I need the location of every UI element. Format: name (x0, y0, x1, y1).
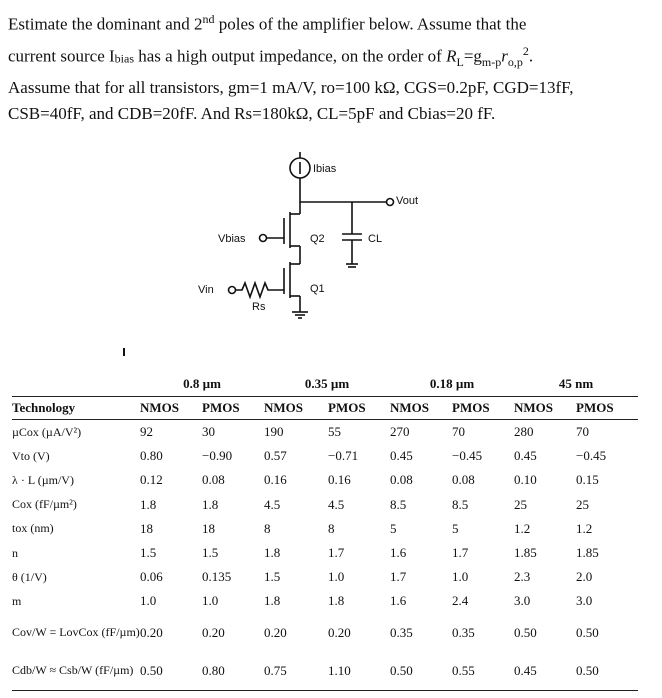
cell: −0.45 (576, 448, 607, 464)
q2-label: Q2 (310, 233, 325, 245)
cell: 4.5 (264, 496, 281, 512)
cell: 1.0 (328, 569, 345, 585)
cell: 8.5 (452, 496, 469, 512)
cell: 0.57 (264, 448, 287, 464)
cell: 1.6 (390, 545, 407, 561)
cell: 3.0 (514, 593, 531, 609)
table-row (12, 517, 638, 541)
problem-line-1: Estimate the dominant and 2nd poles of the amplifier below. Assume that the (8, 12, 527, 34)
cell: 280 (514, 424, 534, 440)
cell: 5 (390, 520, 397, 536)
col-technology: Technology (12, 397, 140, 420)
vin-label: Vin (198, 284, 214, 296)
technology-parameter-table (12, 366, 638, 691)
problem-line-3: Aassume that for all transistors, gm=1 mA/V, ro=100 kΩ, CGS=0.2pF, CGD=13fF, (8, 77, 574, 97)
col-header: NMOS (390, 397, 452, 420)
cell: 0.50 (140, 652, 202, 691)
param-name: µCox (µA/V²) (12, 424, 82, 439)
cell: 1.5 (202, 545, 219, 561)
table-row (12, 541, 638, 565)
table-row (12, 652, 638, 691)
col-header: PMOS (576, 397, 638, 420)
cell: 0.50 (390, 652, 452, 691)
cell: 8.5 (390, 496, 407, 512)
cell: 30 (202, 424, 215, 440)
group-0p35um: 0.35 µm (304, 376, 350, 391)
cell: 1.5 (140, 545, 157, 561)
cell: 1.8 (264, 593, 281, 609)
param-name: n (12, 545, 18, 560)
cell: 1.6 (390, 593, 407, 609)
cell: 1.5 (264, 569, 281, 585)
cell: 25 (576, 496, 589, 512)
cell: 0.45 (514, 652, 576, 691)
cell: 0.35 (390, 624, 413, 640)
cell: 0.55 (452, 652, 514, 691)
table-row (12, 493, 638, 517)
cell: 0.06 (140, 569, 163, 585)
vout-label: Vout (396, 195, 419, 207)
problem-line-2: current source $I_{bias}$ has a high output impedance, on the order of $R_L=g_{m-p}r_{o,p}^2$. (8, 43, 534, 69)
cell: 0.80 (202, 652, 264, 691)
cell: 1.10 (328, 652, 390, 691)
table-row (12, 420, 638, 445)
cell: 0.75 (264, 652, 328, 691)
cell: 1.0 (140, 593, 157, 609)
cell: 0.16 (264, 472, 287, 488)
col-header: PMOS (452, 397, 514, 420)
cell: 0.20 (264, 624, 287, 640)
param-name: Vto (V) (12, 448, 50, 463)
cell: −0.90 (202, 448, 233, 464)
table-row (12, 614, 638, 652)
cell: 1.8 (202, 496, 219, 512)
table-row (12, 468, 638, 492)
col-header: NMOS (514, 397, 576, 420)
problem-line-4: CSB=40fF, and CDB=20fF. And Rs=180kΩ, CL=5pF and Cbias=20 fF. (8, 103, 496, 123)
cell: 1.2 (576, 520, 593, 536)
param-name: λ · L (µm/V) (12, 472, 74, 487)
cell: −0.45 (452, 448, 483, 464)
cell: 270 (390, 424, 410, 440)
param-name: θ (1/V) (12, 569, 47, 584)
cell: 2.3 (514, 569, 531, 585)
cell: 8 (328, 520, 335, 536)
cell: 0.12 (140, 472, 163, 488)
col-header: PMOS (202, 397, 264, 420)
param-name: Cov/W = LovCox (fF/µm) (12, 625, 140, 639)
cell: 0.08 (452, 472, 475, 488)
stray-tick-mark (123, 348, 125, 356)
table-row (12, 444, 638, 468)
cell: 0.20 (328, 624, 351, 640)
cell: 8 (264, 520, 271, 536)
q1-label: Q1 (310, 283, 325, 295)
cell: 1.7 (452, 545, 469, 561)
cell: 0.15 (576, 472, 599, 488)
cell: 2.4 (452, 593, 469, 609)
cell: 0.08 (390, 472, 413, 488)
cell: 0.50 (576, 624, 599, 640)
ibias-label: Ibias (313, 163, 337, 175)
vbias-label: Vbias (218, 233, 246, 245)
cell: 55 (328, 424, 341, 440)
cell: 0.135 (202, 569, 232, 585)
cell: 18 (140, 520, 153, 536)
cl-label: CL (368, 233, 383, 245)
table-row (12, 589, 638, 613)
cell: 25 (514, 496, 527, 512)
cell: 0.45 (390, 448, 413, 464)
table-row (12, 565, 638, 589)
cell: 1.0 (202, 593, 219, 609)
col-header: NMOS (264, 397, 328, 420)
cell: 1.8 (140, 496, 157, 512)
col-header: PMOS (328, 397, 390, 420)
group-0p8um: 0.8 µm (183, 376, 221, 391)
cell: 1.8 (264, 545, 281, 561)
cell: 0.80 (140, 448, 163, 464)
param-name: tox (nm) (12, 521, 54, 536)
cell: 1.85 (576, 545, 599, 561)
problem-statement (8, 6, 654, 127)
cell: 4.5 (328, 496, 345, 512)
param-name: m (12, 593, 22, 608)
cell: 2.0 (576, 569, 593, 585)
cell: 3.0 (576, 593, 593, 609)
param-name: Cdb/W ≈ Csb/W (fF/µm) (12, 652, 140, 691)
cell: 0.20 (202, 624, 225, 640)
cell: 0.50 (514, 624, 537, 640)
amplifier-schematic (180, 152, 440, 332)
cell: 1.7 (390, 569, 407, 585)
cell: 92 (140, 424, 153, 440)
cell: 70 (576, 424, 589, 440)
table-column-header (12, 397, 638, 420)
table-group-header (12, 366, 638, 397)
param-name: Cox (fF/µm²) (12, 497, 77, 512)
cell: 1.0 (452, 569, 469, 585)
cell: 70 (452, 424, 465, 440)
rs-label: Rs (252, 301, 266, 313)
cell: 0.35 (452, 624, 475, 640)
col-header: NMOS (140, 397, 202, 420)
cell: 0.45 (514, 448, 537, 464)
group-0p18um: 0.18 µm (429, 376, 475, 391)
cell: 0.16 (328, 472, 351, 488)
cell: −0.71 (328, 448, 359, 464)
cell: 0.50 (576, 652, 638, 691)
cell: 5 (452, 520, 459, 536)
cell: 0.20 (140, 624, 163, 640)
cell: 0.10 (514, 472, 537, 488)
cell: 0.08 (202, 472, 225, 488)
cell: 190 (264, 424, 284, 440)
cell: 1.8 (328, 593, 345, 609)
group-45nm: 45 nm (558, 376, 594, 391)
cell: 1.85 (514, 545, 537, 561)
cell: 1.7 (328, 545, 345, 561)
cell: 1.2 (514, 520, 531, 536)
cell: 18 (202, 520, 215, 536)
